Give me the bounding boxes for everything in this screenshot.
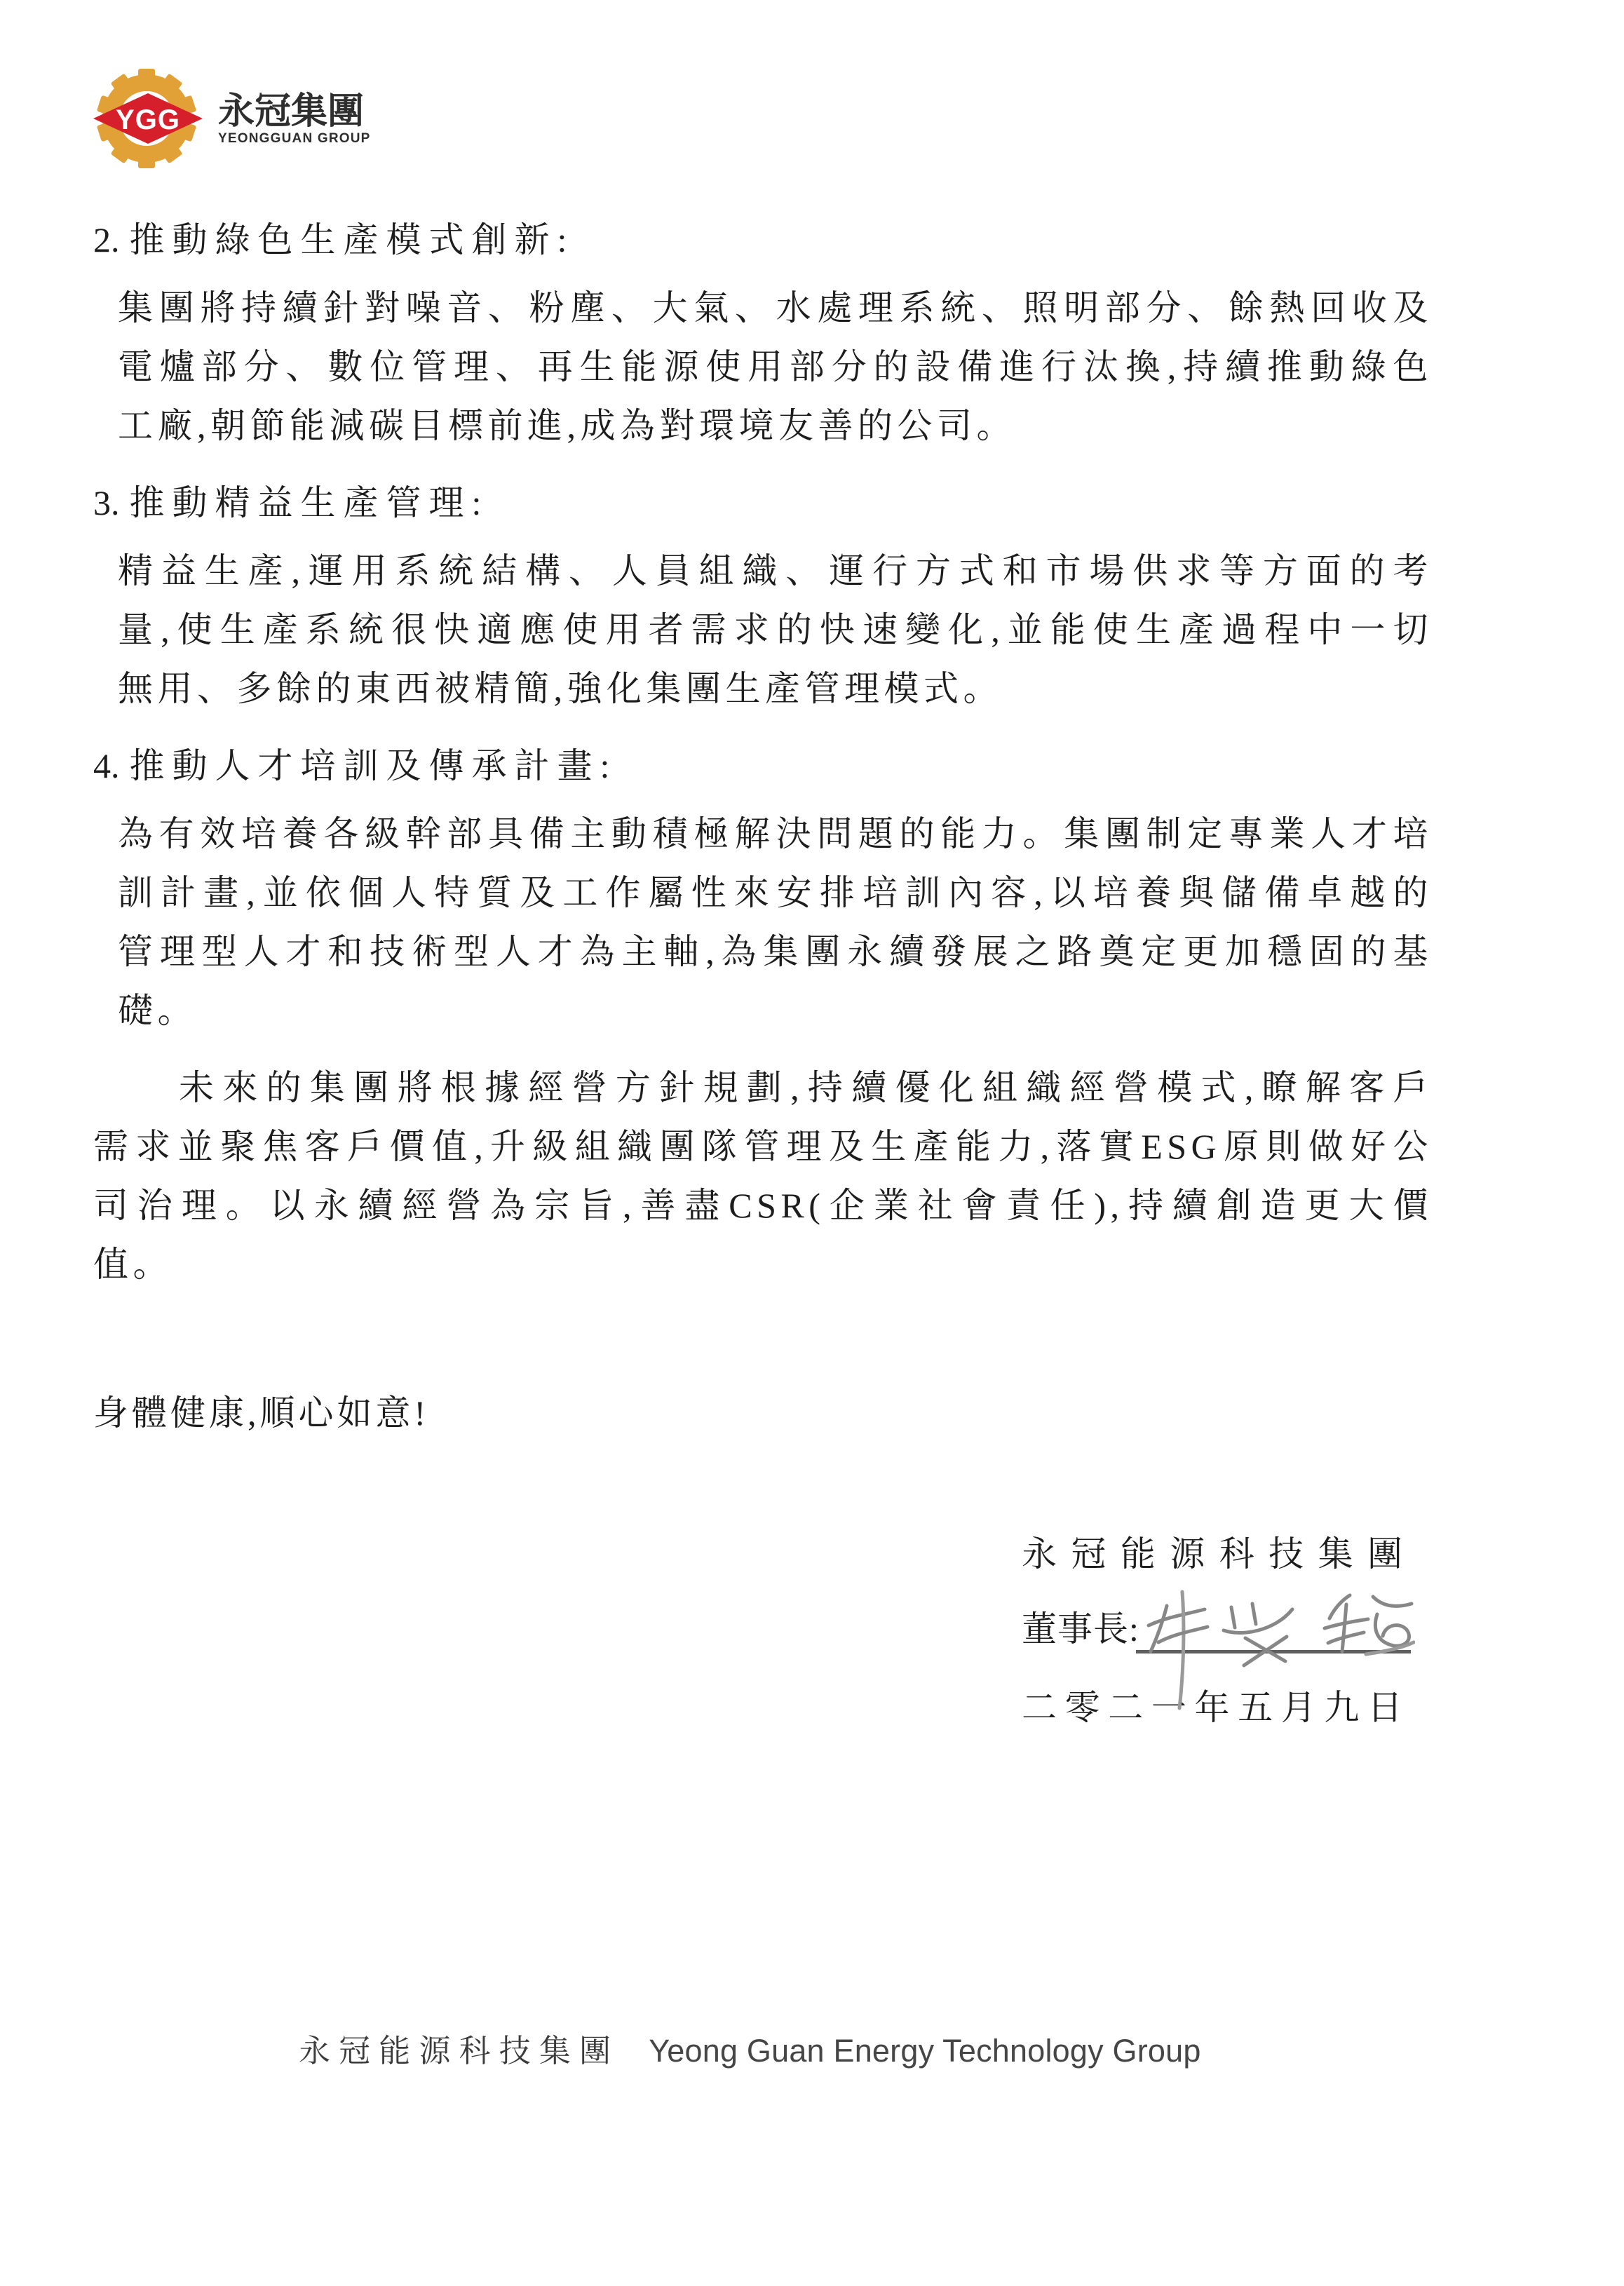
- section-lean-production: [93, 473, 1433, 718]
- chairman-signature handwritten-signature-icon: [1142, 1586, 1415, 1712]
- ygg-gear-logo-icon: [93, 67, 205, 173]
- section-title: [93, 210, 1433, 269]
- paragraph-line: 訓計畫,並依個人特質及工作屬性來安排培訓內容,以培養與儲備卓越的: [118, 873, 1433, 912]
- paragraph-line: 量,使生產系統很快適應使用者需求的快速變化,並能使生產過程中一切: [118, 610, 1433, 649]
- logo-abbr: YGG: [116, 104, 180, 135]
- signature-date: 二零二一年五月九日: [1022, 1688, 1402, 1727]
- paragraph-line: 電爐部分、數位管理、再生能源使用部分的設備進行汰換,持續推動綠色: [118, 347, 1433, 386]
- section-paragraph: [118, 804, 1433, 1040]
- signature-block: [1022, 1534, 1402, 1727]
- paragraph-line: 集團將持續針對噪音、粉塵、大氣、水處理系統、照明部分、餘熱回收及: [118, 288, 1433, 327]
- chairman-title: 董事長:: [1022, 1609, 1139, 1649]
- section-number: 3.: [93, 483, 120, 522]
- footer-company-zh: 永冠能源科技集團: [299, 2033, 620, 2069]
- section-paragraph: [118, 541, 1433, 718]
- letter-body: [93, 210, 1433, 1442]
- section-number: 2.: [93, 220, 120, 259]
- paragraph-line: 精益生產,運用系統結構、人員組織、運行方式和市場供求等方面的考: [118, 551, 1433, 590]
- paragraph-line: 為有效培養各級幹部具備主動積極解決問題的能力。集團制定專業人才培: [118, 814, 1433, 853]
- paragraph-line: 值。: [93, 1245, 172, 1284]
- footer-company-en: Yeong Guan Energy Technology Group: [649, 2033, 1201, 2069]
- paragraph-line: 需求並聚焦客戶價值,升級組織團隊管理及生產能力,落實ESG原則做好公: [93, 1127, 1433, 1166]
- section-paragraph: [118, 278, 1433, 455]
- paragraph-line: 工廠,朝節能減碳目標前進,成為對環境友善的公司。: [118, 406, 1016, 445]
- closing-paragraph: [93, 1058, 1433, 1294]
- paragraph-line: 管理型人才和技術型人才為主軸,為集團永續發展之路奠定更加穩固的基: [118, 932, 1433, 971]
- paragraph-line: 礎。: [118, 991, 197, 1030]
- paragraph-line: 未來的集團將根據經營方針規劃,持續優化組織經營模式,瞭解客戶: [179, 1068, 1433, 1107]
- section-title: [93, 473, 1433, 532]
- page-footer: [299, 2032, 1201, 2070]
- company-logo: [93, 67, 371, 173]
- section-talent-training: [93, 736, 1433, 1040]
- signature-company: 永冠能源科技集團: [1022, 1534, 1402, 1574]
- section-green-production: [93, 210, 1433, 455]
- logo-company-zh: 永冠集團: [218, 91, 365, 132]
- section-number: 4.: [93, 746, 120, 785]
- paragraph-line: 司治理。以永續經營為宗旨,善盡CSR(企業社會責任),持續創造更大價: [93, 1186, 1433, 1225]
- logo-wordmark: [218, 93, 371, 147]
- well-wishes: 身體健康,順心如意!: [93, 1393, 430, 1433]
- section-title: [93, 736, 1433, 795]
- paragraph-line: 無用、多餘的東西被精簡,強化集團生產管理模式。: [118, 669, 1003, 708]
- logo-company-en: YEONGGUAN GROUP: [218, 131, 371, 146]
- section-title-text: 推動人才培訓及傳承計畫:: [129, 746, 618, 785]
- section-title-text: 推動精益生產管理:: [129, 483, 489, 522]
- section-title-text: 推動綠色生產模式創新:: [129, 220, 575, 259]
